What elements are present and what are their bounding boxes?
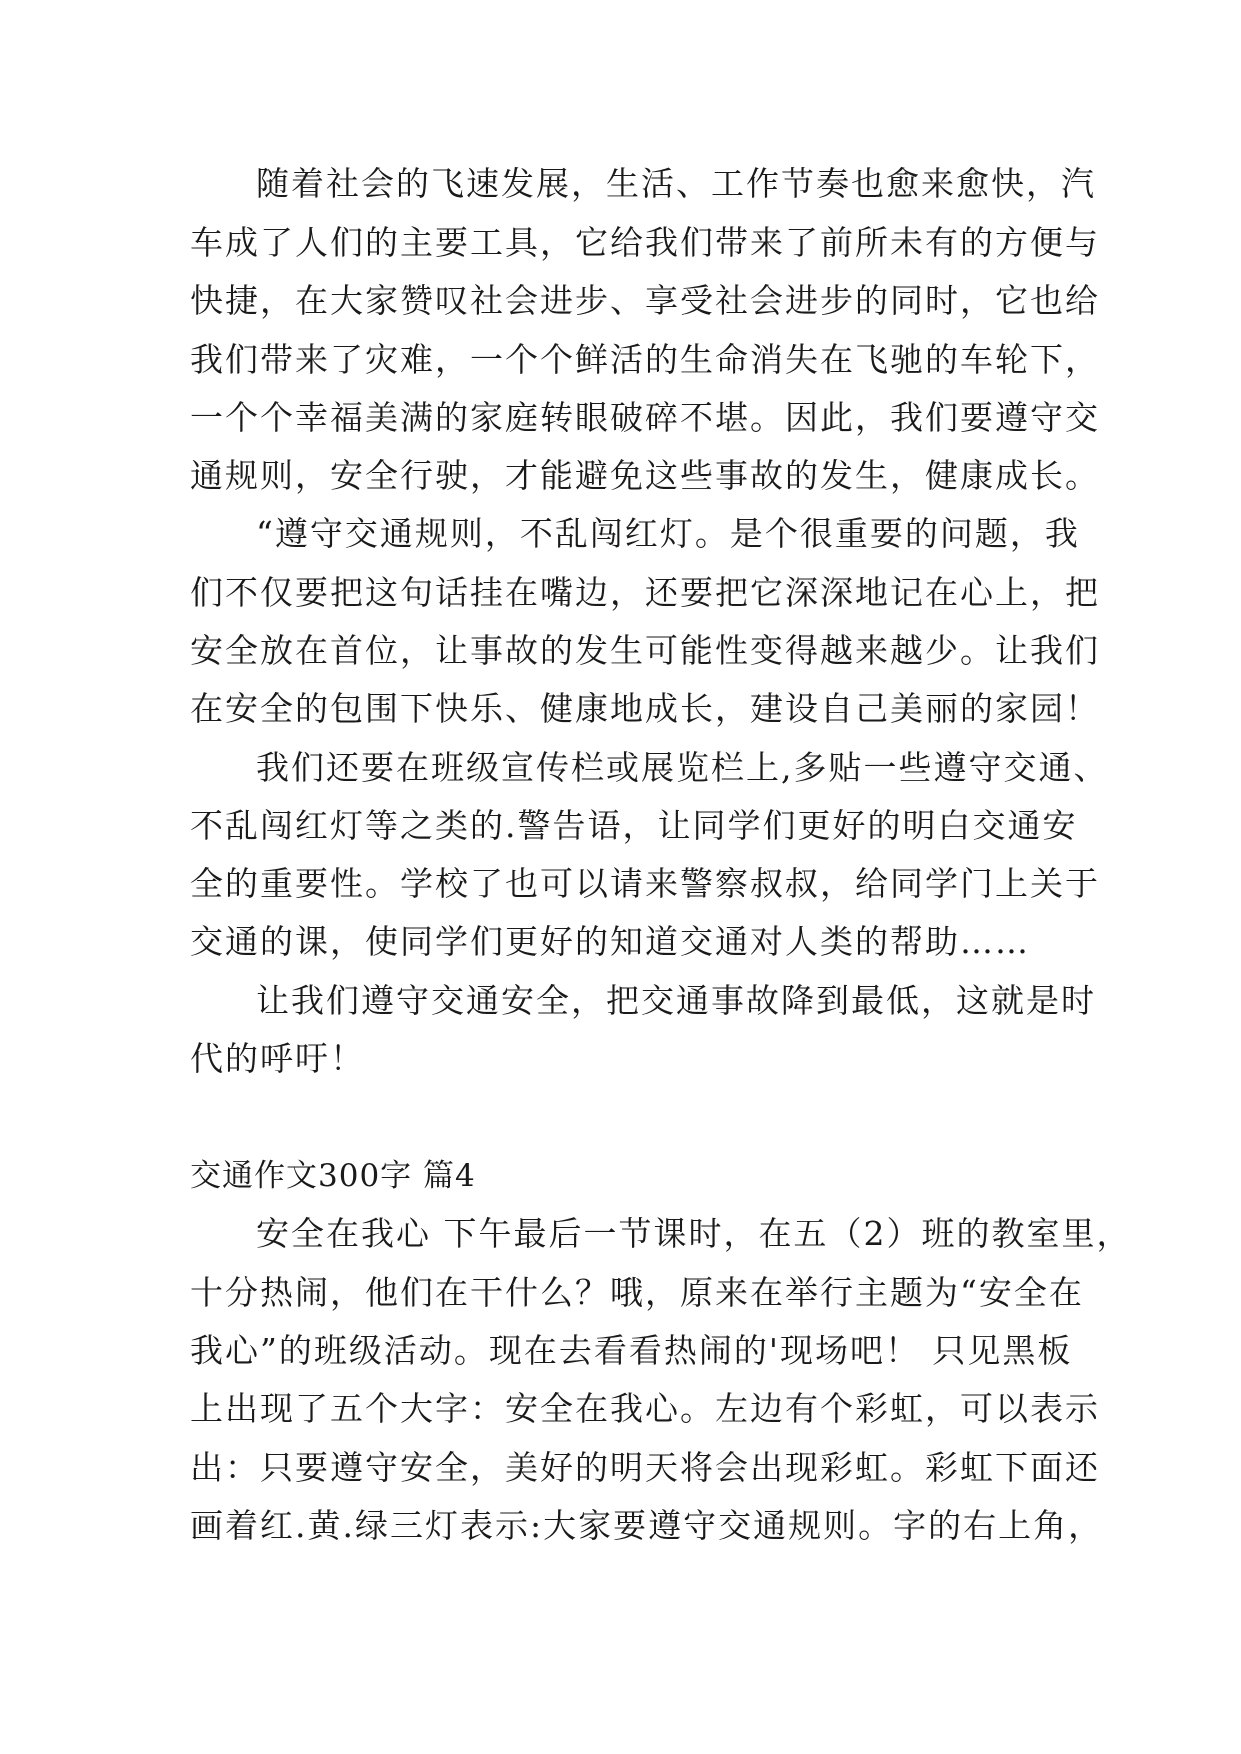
paragraph-1-line-2: 车成了人们的主要工具，它给我们带来了前所未有的方便与 bbox=[190, 223, 1100, 262]
section-paragraph-line-3: 我心”的班级活动。现在去看看热闹的'现场吧！ 只见黑板 bbox=[190, 1331, 1073, 1370]
paragraph-2-line-3: 安全放在首位，让事故的发生可能性变得越来越少。让我们 bbox=[190, 631, 1100, 670]
paragraph-3-line-2: 不乱闯红灯等之类的.警告语，让同学们更好的明白交通安 bbox=[190, 806, 1078, 845]
paragraph-4-line-2: 代的呼吁！ bbox=[190, 1039, 365, 1078]
paragraph-1-line-5: 一个个幸福美满的家庭转眼破碎不堪。因此，我们要遵守交 bbox=[190, 398, 1100, 437]
section-paragraph-line-1: 安全在我心 下午最后一节课时，在五（2）班的教室里， bbox=[256, 1214, 1132, 1253]
paragraph-2-line-4: 在安全的包围下快乐、健康地成长，建设自己美丽的家园！ bbox=[190, 689, 1100, 728]
paragraph-3-line-3: 全的重要性。学校了也可以请来警察叔叔，给同学门上关于 bbox=[190, 864, 1100, 903]
section-paragraph-line-2: 十分热闹，他们在干什么？哦，原来在举行主题为“安全在 bbox=[190, 1273, 1084, 1312]
section-paragraph-line-6: 画着红.黄.绿三灯表示:大家要遵守交通规则。字的右上角， bbox=[190, 1506, 1104, 1545]
section-paragraph-line-4: 上出现了五个大字：安全在我心。左边有个彩虹，可以表示 bbox=[190, 1389, 1100, 1428]
paragraph-1-line-4: 我们带来了灾难，一个个鲜活的生命消失在飞驰的车轮下， bbox=[190, 340, 1100, 379]
paragraph-4-line-1: 让我们遵守交通安全，把交通事故降到最低，这就是时 bbox=[256, 981, 1096, 1020]
paragraph-2-line-1: “遵守交通规则，不乱闯红灯。是个很重要的问题，我 bbox=[256, 514, 1080, 553]
section-heading: 交通作文300字 篇4 bbox=[190, 1158, 476, 1194]
paragraph-2-line-2: 们不仅要把这句话挂在嘴边，还要把它深深地记在心上，把 bbox=[190, 573, 1100, 612]
paragraph-1-line-6: 通规则，安全行驶，才能避免这些事故的发生，健康成长。 bbox=[190, 456, 1100, 495]
paragraph-3-line-1: 我们还要在班级宣传栏或展览栏上,多贴一些遵守交通、 bbox=[256, 748, 1109, 787]
section-paragraph-line-5: 出：只要遵守安全，美好的明天将会出现彩虹。彩虹下面还 bbox=[190, 1448, 1100, 1487]
paragraph-3-line-4: 交通的课，使同学们更好的知道交通对人类的帮助…… bbox=[190, 922, 1030, 961]
paragraph-1-line-1: 随着社会的飞速发展，生活、工作节奏也愈来愈快，汽 bbox=[256, 164, 1096, 203]
paragraph-1-line-3: 快捷，在大家赞叹社会进步、享受社会进步的同时，它也给 bbox=[190, 281, 1100, 320]
